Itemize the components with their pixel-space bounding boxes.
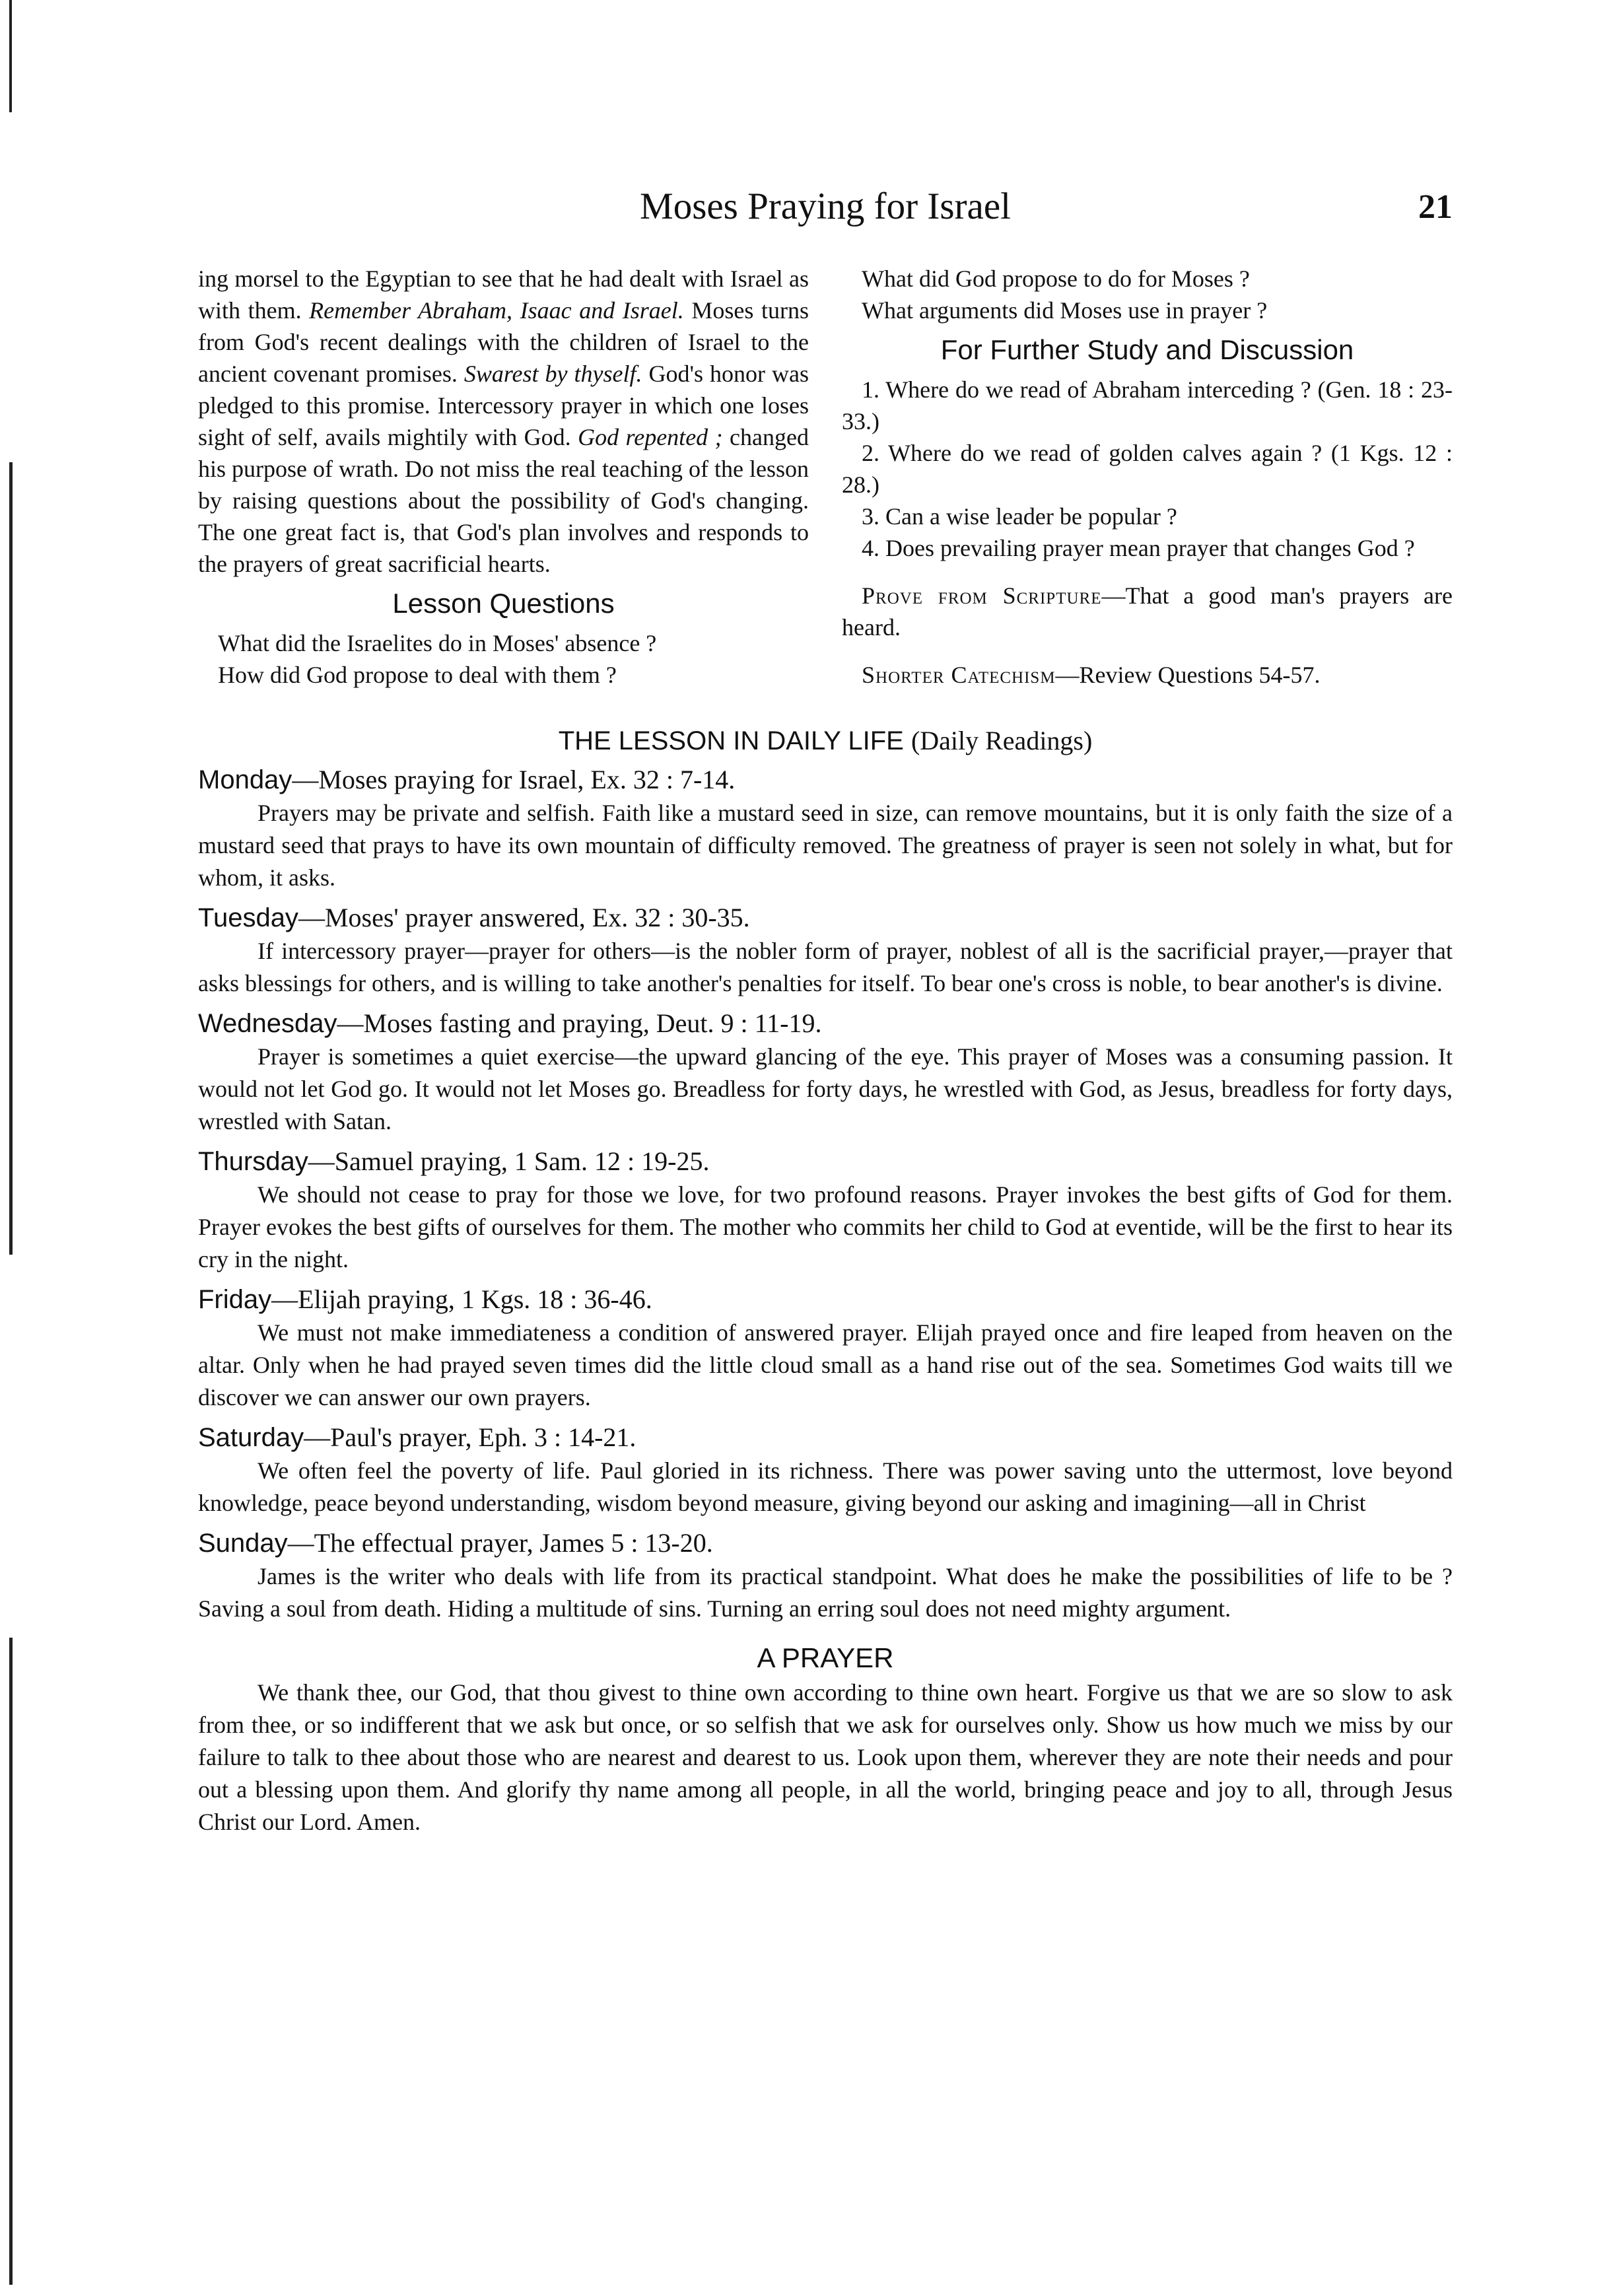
day-name: Friday	[198, 1285, 272, 1314]
day-name: Wednesday	[198, 1009, 337, 1038]
page-number: 21	[1418, 188, 1453, 226]
day-name: Thursday	[198, 1147, 308, 1176]
right-column	[842, 263, 1453, 691]
lesson-question: What arguments did Moses use in prayer ?	[862, 297, 1268, 324]
day-name: Saturday	[198, 1423, 304, 1452]
daily-reading	[198, 763, 1453, 894]
study-item: 1. Where do we read of Abraham interceding ? (Gen. 18 : 23-33.)	[842, 376, 1453, 435]
scan-edge-mark-top	[9, 0, 12, 112]
prove-from-scripture: Prove from Scripture—That a good man's prayers are heard.	[842, 582, 1453, 641]
reading-reference: Thursday—Samuel praying, 1 Sam. 12 : 19-25.	[198, 1146, 710, 1176]
reading-text: We should not cease to pray for those we love, for two profound reasons. Prayer invokes the best gifts of God for them. Prayer evokes the best gifts of ourselves for them. The mother who commits her child to God at eventide, will be the first to hear its cry in the night.	[198, 1181, 1453, 1272]
lesson-questions-heading: Lesson Questions	[392, 588, 615, 619]
daily-life-subtitle: (Daily Readings)	[911, 726, 1093, 755]
reading-text: If intercessory prayer—prayer for others—is the nobler form of prayer, noblest of all is the sacrificial prayer,—prayer that asks blessings for others, and is willing to take another's penalties for itself. To bear one's cross is noble, to bear another's is divine.	[198, 938, 1453, 996]
page-header	[198, 185, 1453, 244]
lesson-question: How did God propose to deal with them ?	[218, 662, 617, 688]
day-name: Tuesday	[198, 903, 298, 932]
reading-reference: Monday—Moses praying for Israel, Ex. 32 : 7-14.	[198, 765, 736, 794]
emphasis-text: God repented ;	[578, 424, 723, 450]
reading-text: Prayers may be private and selfish. Faith like a mustard seed in size, can remove mountains, but it is only faith the size of a mustard seed that prays to have its own mountain of difficulty removed. The greatness of prayer is seen not solely in what, but for whom, it asks.	[198, 800, 1453, 891]
study-item: 4. Does prevailing prayer mean prayer that changes God ?	[862, 535, 1415, 561]
lesson-question: What did the Israelites do in Moses' absence ?	[218, 630, 657, 656]
reading-reference: Friday—Elijah praying, 1 Kgs. 18 : 36-46.	[198, 1284, 652, 1314]
reading-reference: Wednesday—Moses fasting and praying, Deut. 9 : 11-19.	[198, 1008, 822, 1038]
two-column-section	[198, 263, 1453, 691]
running-title: Moses Praying for Israel	[640, 186, 1011, 227]
daily-life-heading: THE LESSON IN DAILY LIFE (Daily Readings)	[558, 726, 1093, 755]
shorter-catechism: Shorter Catechism—Review Questions 54-57.	[862, 662, 1321, 688]
catechism-label: Shorter Catechism	[862, 662, 1056, 688]
left-column	[198, 263, 809, 691]
emphasis-text: Remember Abraham, Isaac and Israel.	[309, 297, 684, 324]
page	[198, 185, 1453, 1838]
day-name: Monday	[198, 765, 292, 794]
daily-reading	[198, 1282, 1453, 1414]
further-study-heading: For Further Study and Discussion	[940, 334, 1354, 365]
reading-reference: Tuesday—Moses' prayer answered, Ex. 32 : 30-35.	[198, 903, 750, 932]
scan-edge-mark-middle	[9, 462, 13, 1255]
day-name: Sunday	[198, 1529, 288, 1558]
daily-reading	[198, 1144, 1453, 1276]
reading-text: Prayer is sometimes a quiet exercise—the upward glancing of the eye. This prayer of Moses was a consuming passion. It would not let God go. It would not let Moses go. Breadless for forty days, he wrestled with God, as Jesus, breadless for forty days, wrestled with Satan.	[198, 1043, 1453, 1134]
reading-reference: Sunday—The effectual prayer, James 5 : 13-20.	[198, 1528, 713, 1558]
reading-reference: Saturday—Paul's prayer, Eph. 3 : 14-21.	[198, 1422, 636, 1452]
daily-reading	[198, 901, 1453, 1000]
reading-text: We often feel the poverty of life. Paul gloried in its richness. There was power saving unto the uttermost, love beyond knowledge, peace beyond understanding, wisdom beyond measure, giving beyond our asking and imagining—all in Christ	[198, 1457, 1453, 1516]
lesson-question: What did God propose to do for Moses ?	[862, 265, 1250, 292]
daily-reading	[198, 1526, 1453, 1625]
reading-text: We must not make immediateness a condition of answered prayer. Elijah prayed once and fire leaped from heaven on the altar. Only when he had prayed seven times did the little cloud small as a hand rise out of the sea. Sometimes God waits till we discover we can answer our own prayers.	[198, 1319, 1453, 1410]
scan-edge-mark-bottom	[9, 1638, 13, 2285]
study-item: 2. Where do we read of golden calves again ? (1 Kgs. 12 : 28.)	[842, 440, 1453, 498]
daily-reading	[198, 1006, 1453, 1138]
study-item: 3. Can a wise leader be popular ?	[862, 503, 1177, 530]
prayer-heading: A PRAYER	[757, 1642, 894, 1673]
daily-reading	[198, 1420, 1453, 1519]
prove-label: Prove from Scripture	[862, 582, 1102, 609]
emphasis-text: Swarest by thyself.	[464, 361, 642, 387]
reading-text: James is the writer who deals with life from its practical standpoint. What does he make the possibilities of life to be ? Saving a soul from death. Hiding a multitude of sins. Turning an erring soul does not need mighty argument.	[198, 1563, 1453, 1622]
commentary-paragraph: ing morsel to the Egyptian to see that he had dealt with Israel as with them. Remember Abraham, Isaac and Israel. Moses turns from God's recent dealings with the children of Israel to the ancient covenant promises. Swarest by thyself. God's honor was pledged to this promise. Intercessory prayer in which one loses sight of self, avails mightily with God. God repented ; changed his purpose of wrath. Do not miss the real teaching of the lesson by raising questions about the possibility of God's changing. The one great fact is, that God's plan involves and responds to the prayers of great sacrificial hearts.	[198, 265, 809, 577]
prayer-text: We thank thee, our God, that thou givest to thine own according to thine own heart. Forgive us that we are so slow to ask from thee, or so indifferent that we ask but once, or so selfish that we ask for ourselves only. Show us how much we miss by our failure to talk to thee about those who are nearest and dearest to us. Look upon them, wherever they are note their needs and pour out a blessing upon them. And glorify thy name among all people, in all the world, bringing peace and joy to all, through Jesus Christ our Lord. Amen.	[198, 1679, 1453, 1835]
